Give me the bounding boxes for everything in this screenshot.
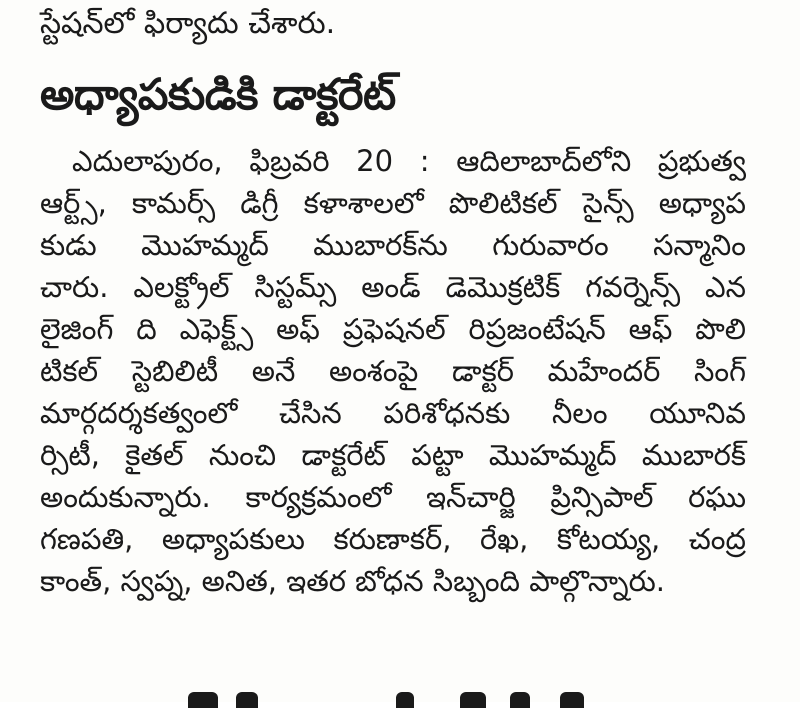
cropped-glyph — [236, 692, 258, 708]
next-article-heading-fragment — [40, 688, 746, 708]
body-line: గణపతి, అధ్యాపకులు కరుణాకర్, రేఖ, కోటయ్య, చంద్ర — [40, 522, 746, 556]
body-line: ర్సిటీ, కైతల్ నుంచి డాక్టరేట్ పట్టా మొహమ్మద్ ముబారక్ — [40, 438, 746, 472]
cropped-glyph — [188, 692, 218, 708]
cropped-glyph — [396, 692, 414, 708]
cropped-glyph — [510, 692, 530, 708]
article-body — [40, 140, 746, 602]
body-line: చారు. ఎలక్ట్రోల్ సిస్టమ్స్ అండ్ డెమొక్రటిక్ గవర్నెన్స్ ఎన — [40, 270, 746, 304]
body-line: అందుకున్నారు. కార్యక్రమంలో ఇన్‌చార్జి ప్రిన్సిపాల్ రఘు — [40, 480, 746, 514]
previous-article-last-line: స్టేషన్‌లో ఫిర్యాదు చేశారు. — [40, 6, 336, 41]
cropped-glyph — [560, 692, 584, 708]
body-line: లైజింగ్ ది ఎఫెక్ట్స్ అఫ్ ప్రఫెషనల్ రిప్రజంటేషన్ ఆఫ్ పొలి — [40, 312, 746, 346]
body-line: మార్గదర్శకత్వంలో చేసిన పరిశోధనకు నీలం యూనివ — [40, 396, 746, 430]
body-line: కాంత్, స్వప్న, అనిత, ఇతర బోధన సిబ్బంది పాల్గొన్నారు. — [40, 564, 666, 598]
article-headline: అధ్యాపకుడికి డాక్టరేట్ — [40, 70, 396, 120]
body-line: కుడు మొహమ్మద్ ముబారక్‌ను గురువారం సన్మానిం — [40, 228, 746, 262]
body-line: ఆర్ట్స్, కామర్స్ డిగ్రీ కళాశాలలో పొలిటికల్ సైన్స్ అధ్యాప — [40, 186, 746, 220]
body-line: ఎదులాపురం, ఫిబ్రవరి 20 : ఆదిలాబాద్‌లోని ప్రభుత్వ — [72, 144, 746, 178]
cropped-glyph — [460, 692, 486, 708]
body-line: టికల్ స్టెబిలిటీ అనే అంశంపై డాక్టర్ మహేందర్ సింగ్ — [40, 354, 746, 388]
